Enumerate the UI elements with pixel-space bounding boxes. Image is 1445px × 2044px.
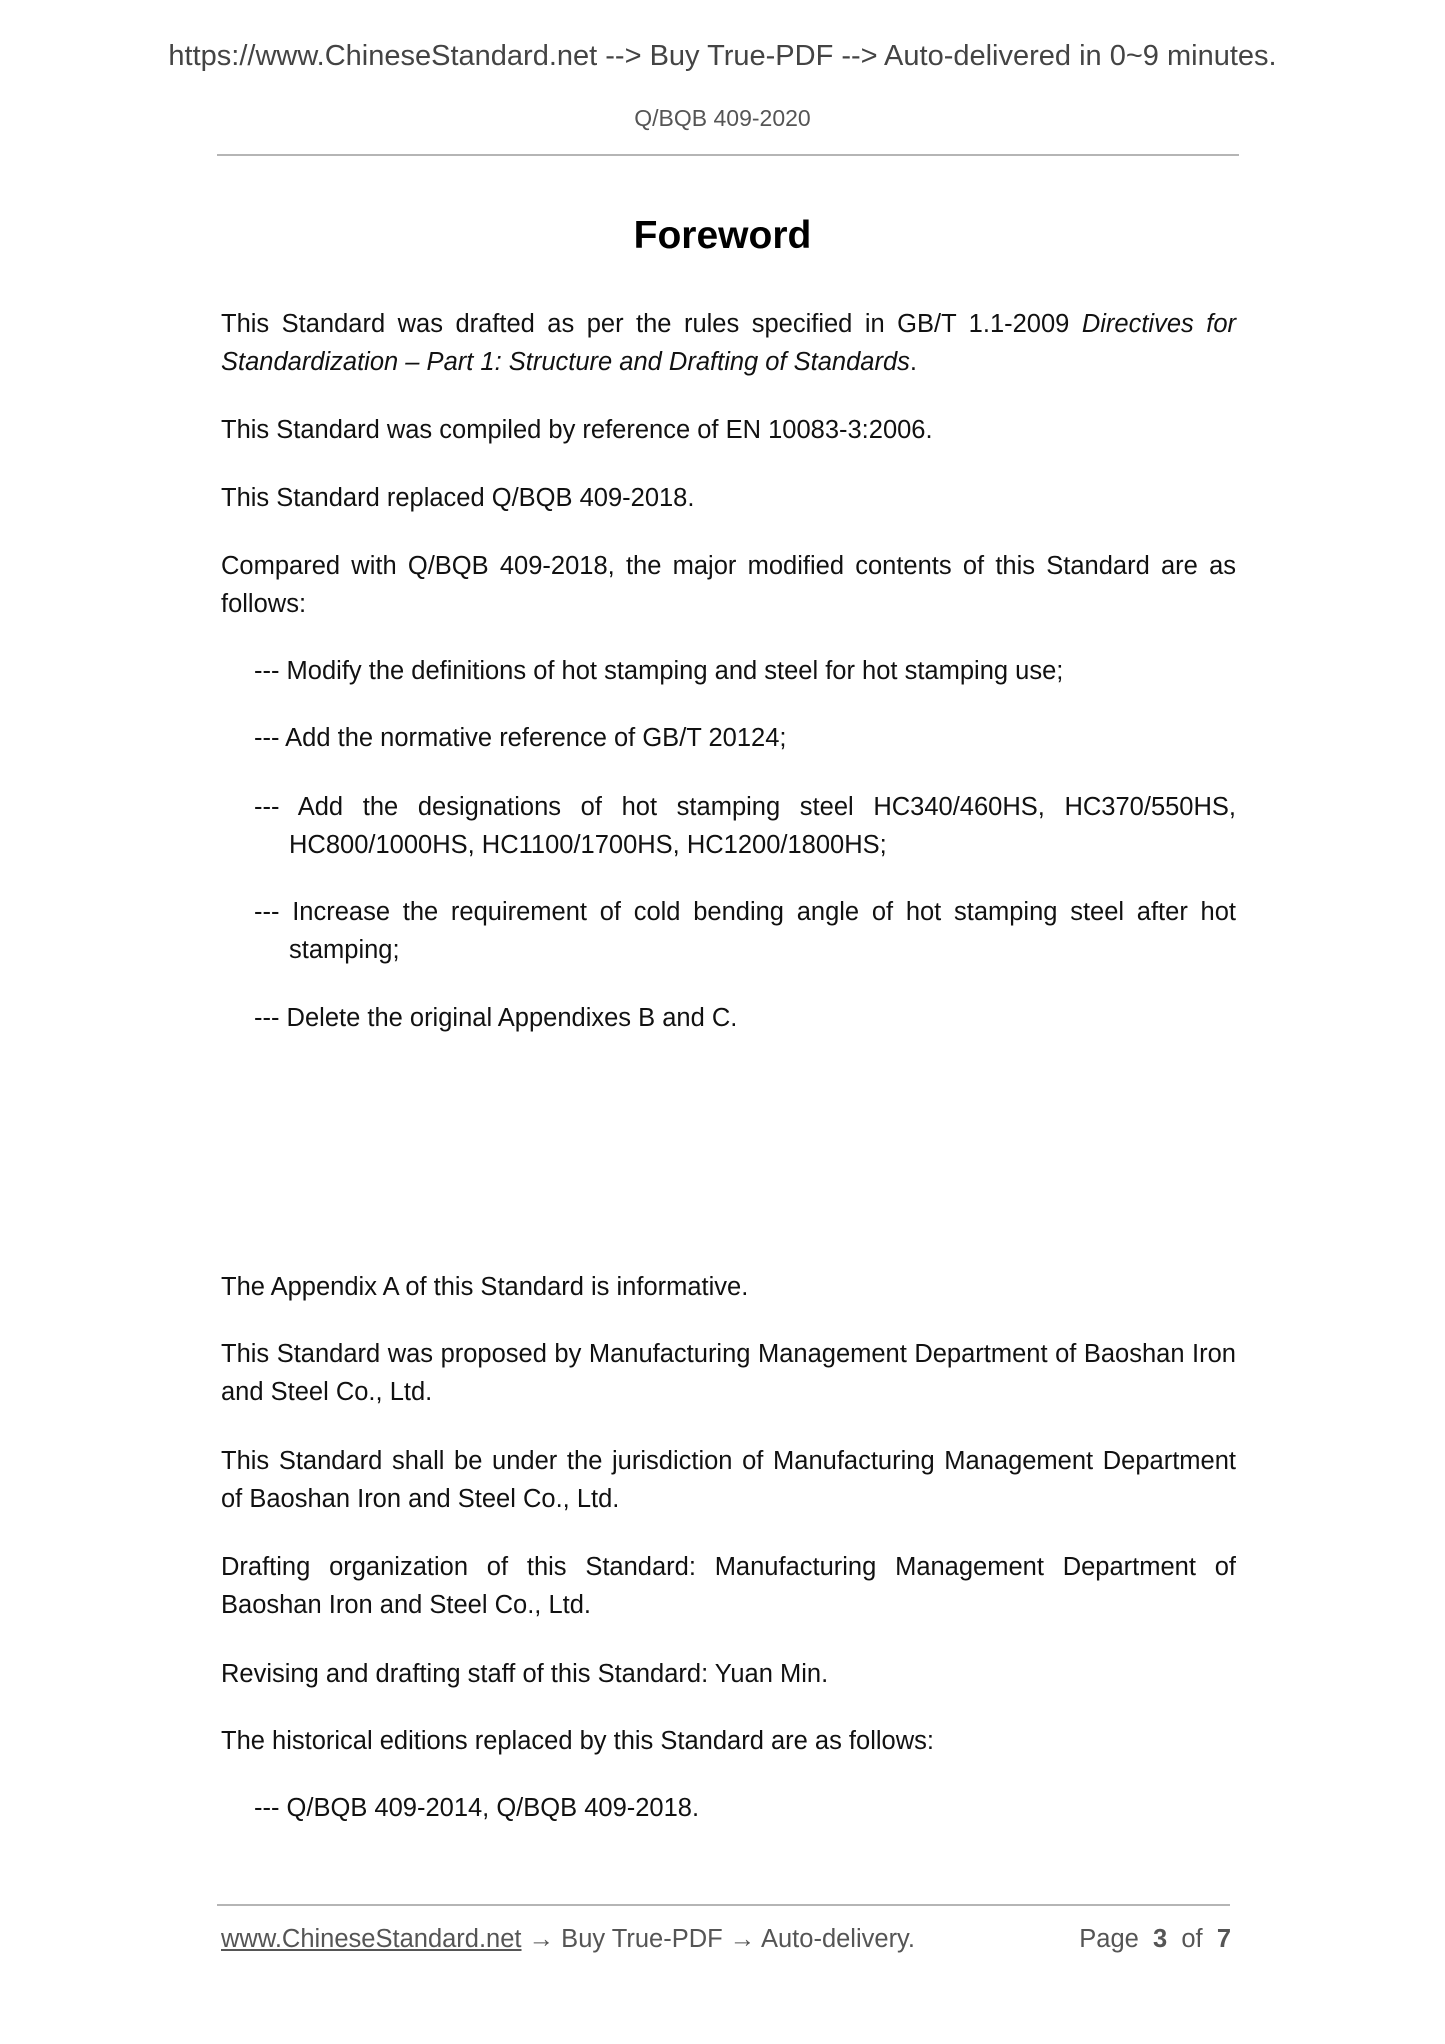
change-item: --- Increase the requirement of cold bending angle of hot stamping steel after hot stamping; <box>254 898 1236 964</box>
paragraph-jurisdiction: This Standard shall be under the jurisdiction of Manufacturing Management Department of Baoshan Iron and Steel Co., Ltd. <box>221 1447 1236 1513</box>
page-label: Page <box>1079 1925 1139 1953</box>
of-label: of <box>1181 1925 1203 1953</box>
page-indicator <box>1079 1925 1231 1954</box>
paragraph-appendix: The Appendix A of this Standard is informative. <box>221 1273 749 1301</box>
text: This Standard was drafted as per the rules specified in GB/T 1.1-2009 <box>221 310 1082 338</box>
change-item: --- Add the normative reference of GB/T 20124; <box>254 724 787 752</box>
italic-title: Directives for Standardization – Part 1: Structure and Drafting of Standards <box>221 310 1236 376</box>
history-item: --- Q/BQB 409-2014, Q/BQB 409-2018. <box>254 1794 700 1822</box>
page-number: 3 <box>1153 1925 1168 1953</box>
header-divider <box>217 154 1239 156</box>
website-link[interactable]: www.ChineseStandard.net <box>221 1925 522 1953</box>
footer-promo-text: → Buy True-PDF → Auto-delivery. <box>521 1925 915 1953</box>
footer-promo <box>221 1925 915 1954</box>
page-total: 7 <box>1216 1925 1231 1953</box>
paragraph-proposed: This Standard was proposed by Manufacturing Management Department of Baoshan Iron and Steel Co., Ltd. <box>221 1340 1236 1406</box>
change-item: --- Modify the definitions of hot stamping and steel for hot stamping use; <box>254 657 1064 685</box>
paragraph-drafting-org: Drafting organization of this Standard: Manufacturing Management Department of Baoshan Iron and Steel Co., Ltd. <box>221 1553 1236 1619</box>
paragraph-history: The historical editions replaced by this Standard are as follows: <box>221 1727 934 1755</box>
text: . <box>909 348 917 376</box>
footer-divider <box>217 1904 1230 1906</box>
change-item: --- Add the designations of hot stamping steel HC340/460HS, HC370/550HS, HC800/1000HS, HC1100/1700HS, HC1200/1800HS; <box>254 793 1236 859</box>
paragraph-drafting-rules <box>221 305 1236 381</box>
change-item: --- Delete the original Appendixes B and C. <box>254 1004 738 1032</box>
paragraph-reference: This Standard was compiled by reference of EN 10083-3:2006. <box>221 416 933 444</box>
paragraph-compared: Compared with Q/BQB 409-2018, the major modified contents of this Standard are as follows: <box>221 552 1236 618</box>
top-banner: https://www.ChineseStandard.net --> Buy True-PDF --> Auto-delivered in 0~9 minutes. <box>168 40 1277 72</box>
paragraph-replaced: This Standard replaced Q/BQB 409-2018. <box>221 484 695 512</box>
footer <box>221 1925 1231 1954</box>
page-title: Foreword <box>633 214 812 257</box>
document-code: Q/BQB 409-2020 <box>634 105 811 131</box>
paragraph-staff: Revising and drafting staff of this Standard: Yuan Min. <box>221 1660 829 1688</box>
